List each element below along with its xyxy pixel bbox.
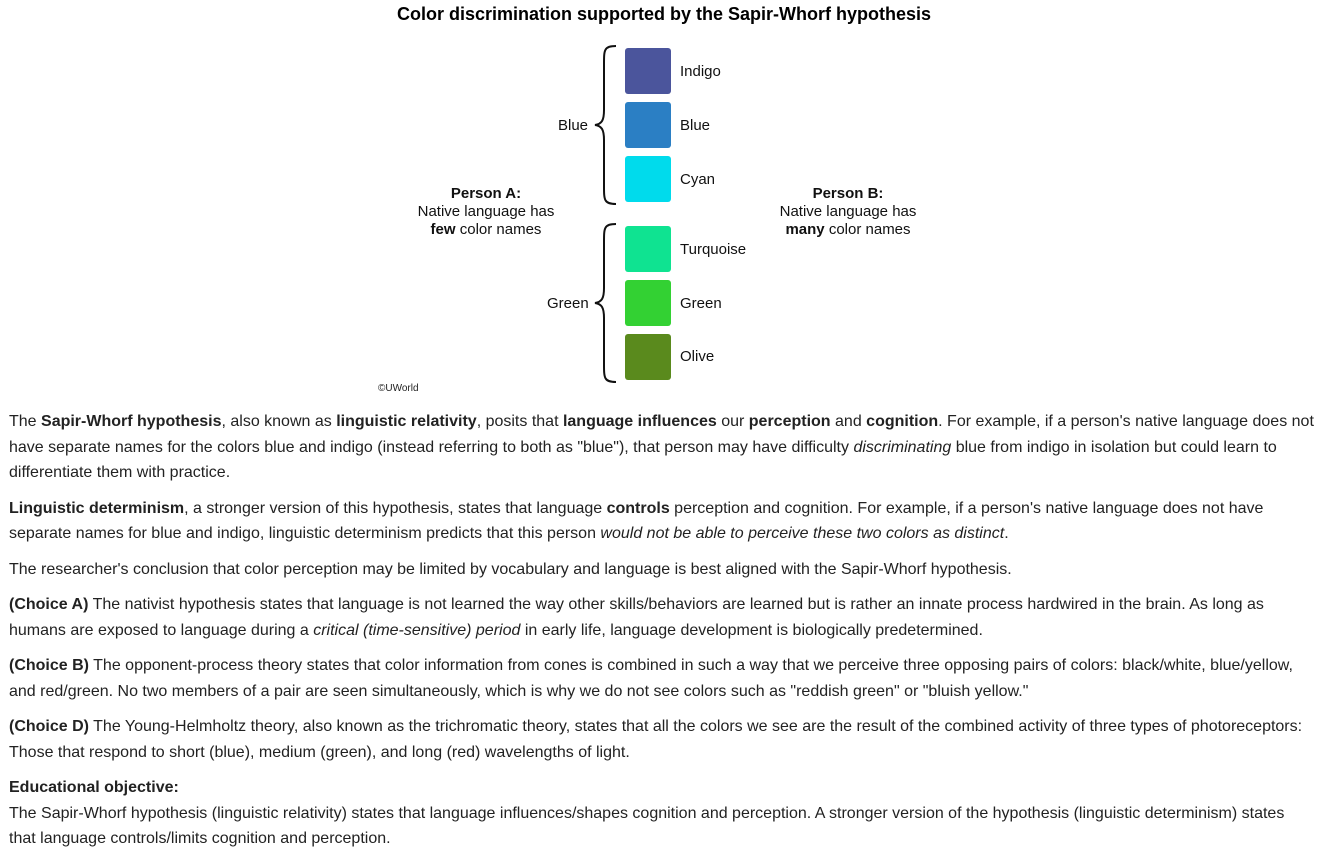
paragraph-sapir-whorf: The Sapir-Whorf hypothesis, also known as linguistic relativity, posits that language influences our perception and cognition. For example, if a person's native language does not have separate names for the colors blue and indigo (instead referring to both as "blue"), that person may have difficulty discriminating blue from indigo in isolation but could learn to differentiate them with practice. (9, 413, 1314, 481)
color-label-blue: Blue (680, 117, 711, 134)
group-label-green: Green (547, 295, 589, 312)
person-b-heading: Person B: (812, 185, 884, 202)
paragraph-choice-a: (Choice A) The nativist hypothesis states that language is not learned the way other skills/behaviors are learned but is rather an innate process hardwired in the brain. As long as humans are exposed to language during a critical (time-sensitive) period in early life, language development is biologically predetermined. (9, 596, 1264, 639)
person-a-rest: color names (455, 221, 542, 238)
swatch-green (625, 280, 671, 326)
person-b-line1: Native language has (779, 203, 917, 220)
color-label-olive: Olive (680, 348, 715, 365)
person-b-emph: many (785, 221, 825, 238)
paragraph-choice-b: (Choice B) The opponent-process theory states that color information from cones is combined in such a way that we perceive three opposing pairs of colors: black/white, blue/yellow, and red/green. No two members of a pair are seen simultaneously, which is why we do not see colors such as "reddish green" or "bluish yellow." (9, 657, 1293, 700)
figure-title: Color discrimination supported by the Sapir-Whorf hypothesis (396, 4, 932, 24)
swatch-cyan (625, 156, 671, 202)
paragraph-choice-d: (Choice D) The Young-Helmholtz theory, also known as the trichromatic theory, states that all the colors we see are the result of the combined activity of three types of photoreceptors: Those that respond to short (blue), medium (green), and long (red) wavelengths of light. (9, 718, 1303, 761)
copyright-mark: ©UWorld (378, 383, 419, 394)
paragraph-linguistic-determinism: Linguistic determinism, a stronger version of this hypothesis, states that language controls perception and cognition. For example, if a person's native language does not have separate names for blue and indigo, linguistic determinism predicts that this person would not be able to perceive these two colors as distinct. (9, 499, 1264, 542)
swatch-indigo (625, 48, 671, 94)
blue-group-brace (590, 44, 620, 206)
swatch-olive (625, 334, 671, 380)
color-figure (0, 0, 1318, 400)
person-a-line1: Native language has (417, 203, 555, 220)
person-b-rest: color names (824, 221, 911, 238)
color-label-indigo: Indigo (680, 63, 721, 80)
explanation-text (9, 409, 1314, 852)
objective-heading: Educational objective: (9, 779, 179, 796)
swatch-turquoise (625, 226, 671, 272)
color-label-cyan: Cyan (680, 171, 716, 188)
swatch-blue (625, 102, 671, 148)
color-label-green: Green (680, 295, 722, 312)
objective-body: The Sapir-Whorf hypothesis (linguistic relativity) states that language influences/shapes cognition and perception. A stronger version of the hypothesis (linguistic determinism) states that language controls/limits cognition and perception. (9, 804, 1285, 847)
person-a-caption (376, 185, 596, 239)
person-b-caption (738, 185, 958, 239)
color-label-turquoise: Turquoise (680, 241, 747, 258)
paragraph-conclusion: The researcher's conclusion that color perception may be limited by vocabulary and language is best aligned with the Sapir-Whorf hypothesis. (9, 560, 1012, 578)
green-group-brace (590, 222, 620, 384)
person-a-heading: Person A: (450, 185, 522, 202)
person-a-emph: few (430, 221, 456, 238)
group-label-blue: Blue (558, 117, 589, 134)
